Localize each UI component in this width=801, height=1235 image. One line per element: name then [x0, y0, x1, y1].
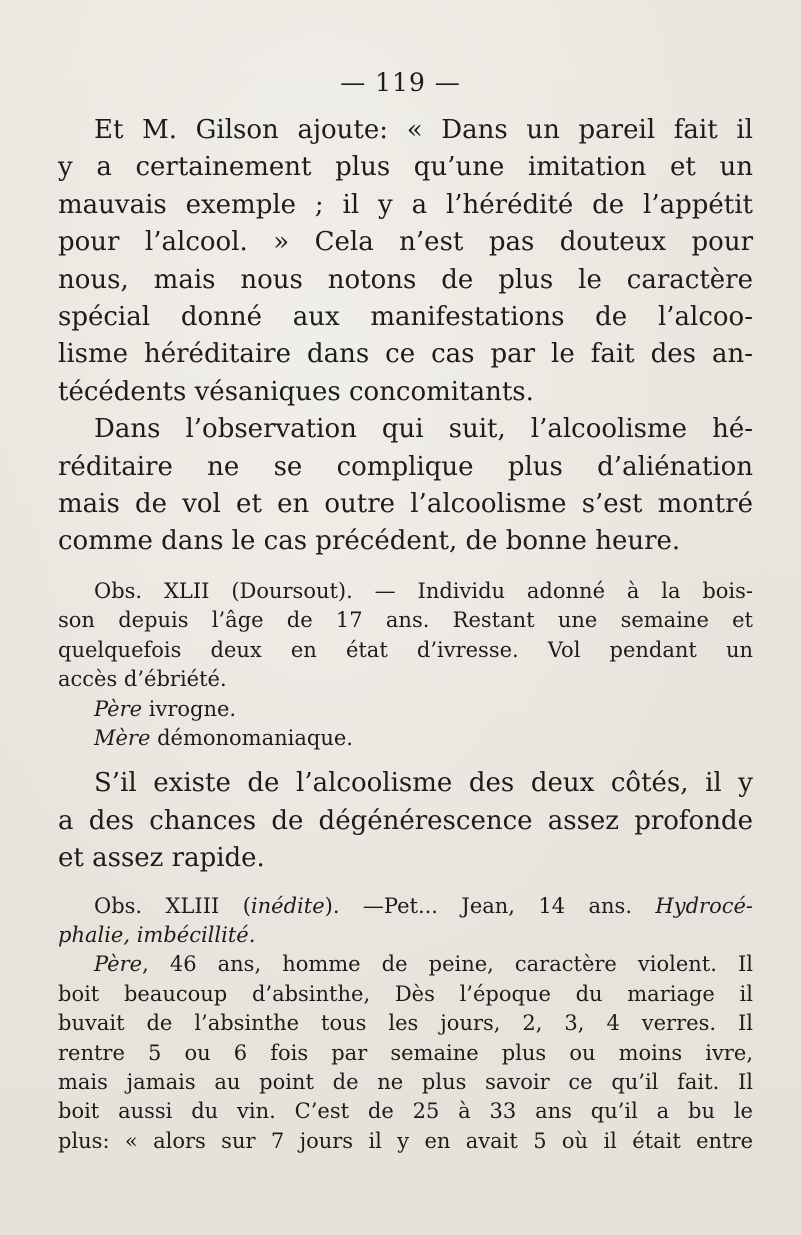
mother-text: démonomaniaque.	[150, 725, 353, 750]
text-line: mais de vol et en outre l’alcoolisme s’est montré	[58, 489, 753, 520]
text-line: nous, mais nous notons de plus le caractère	[58, 264, 753, 295]
text-line: comme dans le cas précédent, de bonne heure.	[58, 526, 681, 557]
text-line: rentre 5 ou 6 fois par semaine plus ou moins ivre,	[58, 1040, 753, 1065]
text-line: boit aussi du vin. C’est de 25 à 33 ans qu’il a bu le	[58, 1099, 753, 1124]
text-line: a des chances de dégénérescence assez profonde	[58, 805, 753, 836]
paragraph-observation-intro	[58, 411, 753, 561]
text-line: mais jamais au point de ne plus savoir ce qu’il fait. Il	[58, 1069, 753, 1094]
father-label: Père	[94, 696, 143, 721]
text-line: spécial donné aux manifestations de l’alcoo-	[58, 302, 753, 333]
text-line: accès d’ébriété.	[58, 667, 227, 692]
text-line: réditaire ne se complique plus d’aliénation	[58, 451, 753, 482]
paragraph-gilson-quote	[58, 112, 753, 411]
observation-42	[58, 577, 753, 753]
text-line: S’il existe de l’alcoolisme des deux côtés, il y	[94, 768, 753, 799]
text-line: y a certainement plus qu’une imitation et un	[58, 152, 753, 183]
text-line: plus: « alors sur 7 jours il y en avait 5 où il était entre	[58, 1128, 753, 1153]
text-line: Et M. Gilson ajoute: « Dans un pareil fait il	[94, 115, 753, 145]
text-line: pour l’alcool. » Cela n’est pas douteux pour	[58, 227, 753, 258]
text-line: son depuis l’âge de 17 ans. Restant une semaine et	[58, 608, 753, 633]
paragraph-both-sides	[58, 765, 753, 877]
page-body	[58, 112, 753, 1156]
text-line: quelquefois deux en état d’ivresse. Vol pendant un	[58, 637, 753, 662]
observation-43	[58, 892, 753, 1157]
mother-label: Mère	[94, 725, 151, 750]
page-number-header: — 119 —	[340, 68, 461, 97]
text-line: mauvais exemple ; il y a l’hérédité de l’appétit	[58, 189, 753, 220]
text-line: buvait de l’absinthe tous les jours, 2, 3, 4 verres. Il	[58, 1011, 753, 1036]
text-line: Dans l’observation qui suit, l’alcoolisme hé-	[94, 414, 753, 445]
text-line: Obs. XLIII (inédite). —Pet... Jean, 14 ans. Hydrocé-	[94, 893, 754, 918]
father-line: Père, 46 ans, homme de peine, caractère violent. Il	[94, 952, 753, 977]
text-line: et assez rapide.	[58, 843, 265, 874]
text-line: Obs. XLII (Doursout). — Individu adonné à la bois-	[94, 578, 753, 603]
text-line: boit beaucoup d’absinthe, Dès l’époque du mariage il	[58, 981, 753, 1006]
text-line: lisme héréditaire dans ce cas par le fait des an-	[58, 339, 753, 370]
text-line: técédents vésaniques concomitants.	[58, 376, 534, 407]
father-line	[58, 695, 753, 724]
text-line: phalie, imbécillité.	[58, 922, 256, 947]
father-text: ivrogne.	[142, 696, 237, 721]
father-label: Père	[94, 952, 143, 977]
mother-line	[58, 724, 753, 753]
